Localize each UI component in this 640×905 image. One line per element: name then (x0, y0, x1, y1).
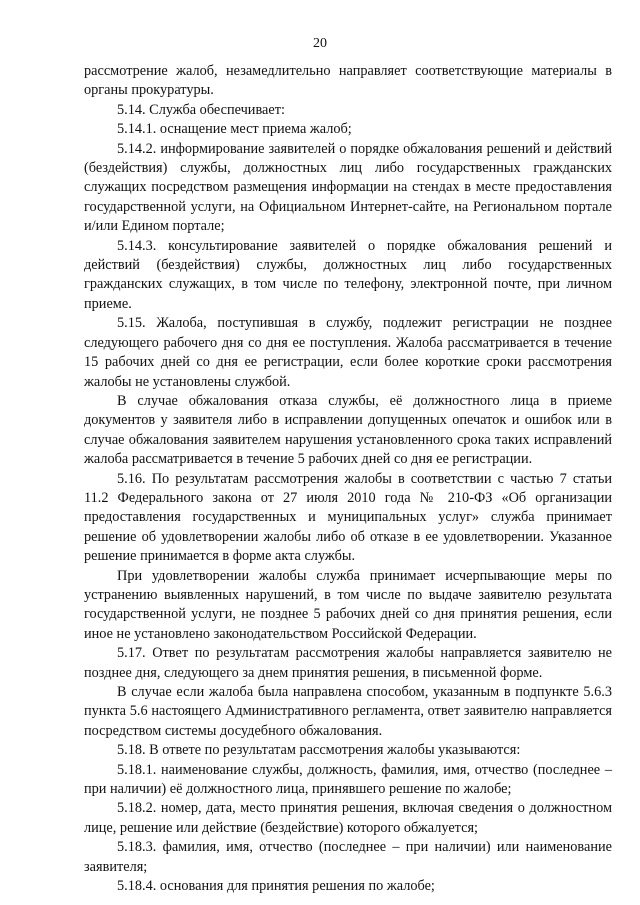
paragraph-5-18-3: 5.18.3. фамилия, имя, отчество (последнее – при наличии) или наименование заявителя; (84, 839, 612, 875)
document-body (84, 62, 612, 896)
paragraph-continuation: рассмотрение жалоб, незамедлительно направляет соответствующие материалы в органы прокуратуры. (84, 63, 612, 99)
paragraph-5-14-3: 5.14.3. консультирование заявителей о порядке обжалования решений и действий (бездействия) службы, должностных лиц либо государственных гражданских служащих, в том числе по телефону, электронной почте, при личном приеме. (84, 237, 612, 312)
paragraph-5-18: 5.18. В ответе по результатам рассмотрения жалобы указываются: (117, 742, 521, 759)
paragraph-5-15: 5.15. Жалоба, поступившая в службу, подлежит регистрации не позднее следующего рабочего дня со дня ее поступления. Жалоба рассматривается в течение 15 рабочих дней со дня ее регистрации, если более короткие сроки рассмотрения жалобы не установлены службой. (84, 315, 612, 390)
paragraph-5-15-refusal: В случае обжалования отказа службы, её должностного лица в приеме документов у заявителя либо в исправлении допущенных опечаток и ошибок или в случае обжалования заявителем нарушения установленного срока таких исправлений жалоба рассматривается в течение 5 рабочих дней со дня ее регистрации. (84, 392, 612, 468)
paragraph-5-18-4: 5.18.4. основания для принятия решения по жалобе; (117, 878, 435, 895)
paragraph-5-17: 5.17. Ответ по результатам рассмотрения жалобы направляется заявителю не позднее дня, следующего за днем принятия решения, в письменной форме. (84, 645, 612, 681)
paragraph-5-14-1: 5.14.1. оснащение мест приема жалоб; (117, 121, 352, 138)
paragraph-5-16: 5.16. По результатам рассмотрения жалобы в соответствии с частью 7 статьи 11.2 Федерального закона от 27 июля 2010 года № 210-ФЗ «Об организации предоставления государственных и муниципальных услуг» служба принимает решение об удовлетворении жалобы либо об отказе в ее удовлетворении. Указанное решение принимается в форме акта службы. (84, 470, 612, 565)
paragraph-5-17-system: В случае если жалоба была направлена способом, указанным в подпункте 5.6.3 пункта 5.6 настоящего Административного регламента, ответ заявителю направляется посредством системы досудебного обжалования. (84, 684, 612, 739)
paragraph-5-18-1: 5.18.1. наименование службы, должность, фамилия, имя, отчество (последнее – при наличии) её должностного лица, принявшего решение по жалобе; (84, 761, 612, 798)
paragraph-5-16-satisfaction: При удовлетворении жалобы служба принимает исчерпывающие меры по устранению выявленных нарушений, в том числе по выдаче заявителю результата государственной услуги, не позднее 5 рабочих дней со дня принятия решения, если иное не установлено законодательством Российской Федерации. (84, 567, 612, 642)
paragraph-5-14-2: 5.14.2. информирование заявителей о порядке обжалования решений и действий (бездействия) службы, должностных лиц либо государственных гражданских служащих посредством размещения информации на стендах в месте предоставления государственной услуги, на Официальном Интернет-сайте, на Региональном портале и/или Едином портале; (84, 140, 612, 235)
paragraph-5-14: 5.14. Служба обеспечивает: (117, 101, 285, 118)
page-number: 20 (313, 36, 327, 51)
paragraph-5-18-2: 5.18.2. номер, дата, место принятия решения, включая сведения о должностном лице, решение или действие (бездействие) которого обжалуется; (84, 800, 612, 836)
